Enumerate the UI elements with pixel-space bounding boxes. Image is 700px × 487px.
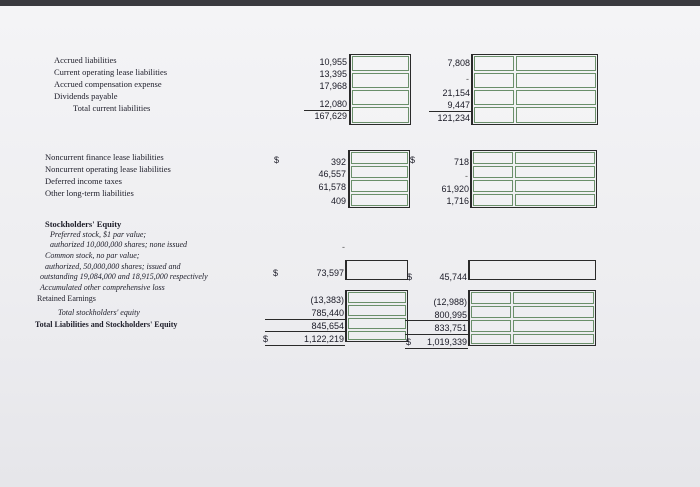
common-stock-line1: Common stock, no par value; <box>45 251 140 260</box>
py-total-current-liabilities: 121,234 <box>437 113 470 123</box>
py-other-long-term: 1,716 <box>446 196 469 206</box>
cy-input-cell-2[interactable] <box>352 73 409 88</box>
cy-equity-underline <box>265 319 345 320</box>
row-label-total-current-liabilities: Total current liabilities <box>73 103 151 113</box>
cy-other-long-term: 409 <box>330 196 346 206</box>
py-double-underline <box>405 348 468 349</box>
py-noncurrent-cell-1b[interactable] <box>515 152 595 164</box>
cy-equity-cell-2[interactable] <box>348 305 406 316</box>
py-input-cell-2b[interactable] <box>516 73 596 88</box>
py-noncurrent-operating-lease: - <box>465 171 468 181</box>
cy-noncurrent-operating-lease: 46,557 <box>318 169 346 179</box>
py-equity-cell-4a[interactable] <box>471 334 511 344</box>
cy-input-cell-4[interactable] <box>352 107 409 123</box>
py-input-cell-4b[interactable] <box>516 107 596 123</box>
row-label-current-operating-lease: Current operating lease liabilities <box>54 67 168 77</box>
py-input-cell-2a[interactable] <box>474 73 514 88</box>
py-finance-lease-dollar: $ <box>410 155 416 165</box>
py-common-stock: 45,744 <box>439 272 467 282</box>
preferred-stock-line2: authorized 10,000,000 shares; none issued <box>50 240 188 249</box>
cy-total-le-dollar: $ <box>263 334 269 344</box>
py-common-input[interactable] <box>469 260 596 280</box>
row-label-deferred-income-taxes: Deferred income taxes <box>45 176 122 186</box>
py-noncurrent-finance-lease: 718 <box>453 157 469 167</box>
py-retained-earnings: 800,995 <box>434 310 467 320</box>
py-noncurrent-cell-3a[interactable] <box>473 180 513 192</box>
common-stock-line2: authorized, 50,000,000 shares; issued and <box>45 262 181 271</box>
py-equity-cell-1b[interactable] <box>513 292 594 304</box>
cy-total-stockholders-equity: 845,654 <box>311 321 344 331</box>
py-equity-cell-3a[interactable] <box>471 320 511 332</box>
cy-equity-cell-4[interactable] <box>348 331 406 340</box>
row-label-accrued-compensation: Accrued compensation expense <box>54 79 162 89</box>
row-label-accrued-liabilities: Accrued liabilities <box>54 55 117 65</box>
py-total-le-dollar: $ <box>406 337 412 347</box>
py-common-dollar: $ <box>407 272 413 282</box>
py-deferred-income-taxes: 61,920 <box>441 184 469 194</box>
py-input-cell-1b[interactable] <box>516 56 596 71</box>
py-input-cell-3a[interactable] <box>474 90 514 105</box>
py-noncurrent-cell-3b[interactable] <box>515 180 595 192</box>
py-total-stockholders-equity: 833,751 <box>434 323 467 333</box>
row-label-retained-earnings: Retained Earnings <box>37 294 96 303</box>
cy-preferred-stock: - <box>342 242 345 252</box>
py-noncurrent-cell-1a[interactable] <box>473 152 513 164</box>
cy-current-operating-lease: 13,395 <box>319 69 347 79</box>
cy-equity-cell-1[interactable] <box>348 292 406 303</box>
py-noncurrent-cell-4a[interactable] <box>473 194 513 206</box>
py-noncurrent-cell-2b[interactable] <box>515 166 595 178</box>
cy-deferred-income-taxes: 61,578 <box>318 182 346 192</box>
py-noncurrent-cell-4b[interactable] <box>515 194 595 206</box>
row-label-other-long-term: Other long-term liabilities <box>45 188 134 198</box>
py-input-cell-3b[interactable] <box>516 90 596 105</box>
cy-noncurrent-cell-1[interactable] <box>351 152 408 164</box>
py-subtotal-underline <box>429 111 471 112</box>
cy-noncurrent-cell-2[interactable] <box>351 166 408 178</box>
cy-double-underline <box>265 345 345 346</box>
py-total-liabilities-equity: 1,019,339 <box>426 337 467 347</box>
cy-common-stock: 73,597 <box>316 268 344 278</box>
py-equity-cell-3b[interactable] <box>513 320 594 332</box>
row-label-aoci: Accumulated other comprehensive loss <box>40 283 165 292</box>
py-equity-cell-2a[interactable] <box>471 306 511 318</box>
cy-finance-lease-dollar: $ <box>274 155 280 165</box>
py-accrued-liabilities: 7,808 <box>447 58 470 68</box>
py-input-cell-4a[interactable] <box>474 107 514 123</box>
row-label-noncurrent-finance-lease: Noncurrent finance lease liabilities <box>45 152 164 162</box>
cy-input-cell-3[interactable] <box>352 90 409 105</box>
cy-total-underline <box>265 331 345 332</box>
py-total-underline <box>405 334 468 335</box>
row-label-dividends-payable: Dividends payable <box>54 91 118 101</box>
preferred-stock-line1: Preferred stock, $1 par value; <box>50 230 147 239</box>
common-stock-dollar: $ <box>273 268 279 278</box>
row-label-total-liabilities-equity: Total Liabilities and Stockholders' Equity <box>35 320 178 329</box>
py-dividends-payable: 9,447 <box>447 100 470 110</box>
cy-total-liabilities-equity: 1,122,219 <box>303 334 344 344</box>
cy-common-input[interactable] <box>346 260 408 280</box>
py-current-operating-lease: - <box>466 74 469 84</box>
cy-noncurrent-cell-3[interactable] <box>351 180 408 192</box>
py-equity-cell-2b[interactable] <box>513 306 594 318</box>
row-label-total-stockholders-equity: Total stockholders' equity <box>58 308 140 317</box>
row-label-noncurrent-operating-lease: Noncurrent operating lease liabilities <box>45 164 171 174</box>
cy-noncurrent-finance-lease: 392 <box>330 157 346 167</box>
cy-retained-earnings: 785,440 <box>311 308 344 318</box>
py-input-cell-1a[interactable] <box>474 56 514 71</box>
py-equity-cell-4b[interactable] <box>513 334 594 344</box>
cy-accrued-compensation: 17,968 <box>319 81 347 91</box>
cy-dividends-payable: 12,080 <box>319 99 347 109</box>
cy-aoci: (13,383) <box>310 295 344 305</box>
py-noncurrent-cell-2a[interactable] <box>473 166 513 178</box>
cy-accrued-liabilities: 10,955 <box>319 57 347 67</box>
cy-input-cell-1[interactable] <box>352 56 409 71</box>
py-equity-cell-1a[interactable] <box>471 292 511 304</box>
py-accrued-compensation: 21,154 <box>442 88 470 98</box>
cy-equity-cell-3[interactable] <box>348 318 406 329</box>
cy-total-current-liabilities: 167,629 <box>314 111 347 121</box>
py-aoci: (12,988) <box>433 297 467 307</box>
py-equity-underline <box>405 320 468 321</box>
common-stock-line3: outstanding 19,084,000 and 18,915,000 respectively <box>40 272 208 281</box>
equity-heading: Stockholders' Equity <box>45 219 122 229</box>
cy-noncurrent-cell-4[interactable] <box>351 194 408 206</box>
